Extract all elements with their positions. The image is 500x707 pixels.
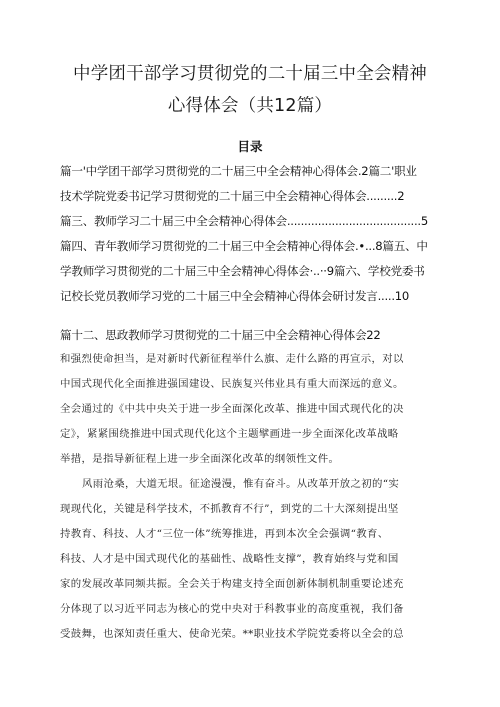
body-text-line: 持教育、科技、人才“三位一体”统筹推进，再到本次全会强调“教育、 xyxy=(60,528,389,540)
toc-entry[interactable]: 篇四、青年教师学习贯彻党的二十届三中全会精神心得体会.•...8篇五、中 xyxy=(60,239,428,253)
body-text-line: 全会通过的《中共中央关于进一步全面深化改革、推进中国式现代化的决 xyxy=(60,403,404,415)
toc-entry[interactable]: 记校长党员教师学习党的二十届三中全会精神心得体会研讨发言.....10 xyxy=(60,289,410,303)
section-heading[interactable]: 篇十二、思政教师学习贯彻党的二十届三中全会精神心得体会22 xyxy=(60,328,381,342)
document-title-line2: 心得体会（共12篇） xyxy=(167,96,333,116)
body-text-line: 家的发展改革同频共振。全会关于构建支持全面创新体制机制重要论述充 xyxy=(60,578,404,590)
toc-entry[interactable]: 篇一'中学团干部学习贯彻党的二十届三中全会精神心得体会.2篇二'职业 xyxy=(60,164,417,178)
document-title-line1: 中学团干部学习贯彻党的二十届三中全会精神 xyxy=(73,64,427,84)
body-text-line: 分体现了以习近平同志为核心的党中央对于科教事业的高度重视，我们备 xyxy=(60,603,404,615)
toc-entry[interactable]: 学教师学习贯彻党的二十届三中全会精神心得体会·..··9篇六、学校党委书 xyxy=(60,264,425,278)
body-text-line: 现现代化，关键是科学技术，不抓教育不行”，到党的二十大深刻提出坚 xyxy=(60,503,399,515)
body-text-line: 受鼓舞，也深知责任重大、使命光荣。**职业技术学院党委将以全会的总 xyxy=(60,628,405,640)
toc-entry[interactable]: 技术学院党委书记学习贯彻党的二十届三中全会精神心得体会.........2 xyxy=(60,189,405,203)
body-text-line: 中国式现代化全面推进强国建设、民族复兴伟业具有重大而深远的意义。 xyxy=(60,378,404,390)
body-text-line: 定》，紧紧围绕推进中国式现代化这个主题擘画进一步全面深化改革战略 xyxy=(60,428,399,440)
body-text-line: 风雨沧桑，大道无垠。征途漫漫，惟有奋斗。从改革开放之初的“实 xyxy=(82,478,400,490)
body-text-line: 举措，是指导新征程上进一步全面深化改革的纲领性文件。 xyxy=(60,453,340,465)
toc-entry[interactable]: 篇三、教师学习二十届三中全会精神心得体会.......................................5 xyxy=(60,214,428,228)
body-text-line: 科技、人才是中国式现代化的基础性、战略性支撑”，教育始终与党和国 xyxy=(60,553,399,565)
body-text-line: 和强烈使命担当，是对新时代新征程举什么旗、走什么路的再宣示，对以 xyxy=(60,353,404,365)
toc-heading: 目录 xyxy=(237,139,263,154)
